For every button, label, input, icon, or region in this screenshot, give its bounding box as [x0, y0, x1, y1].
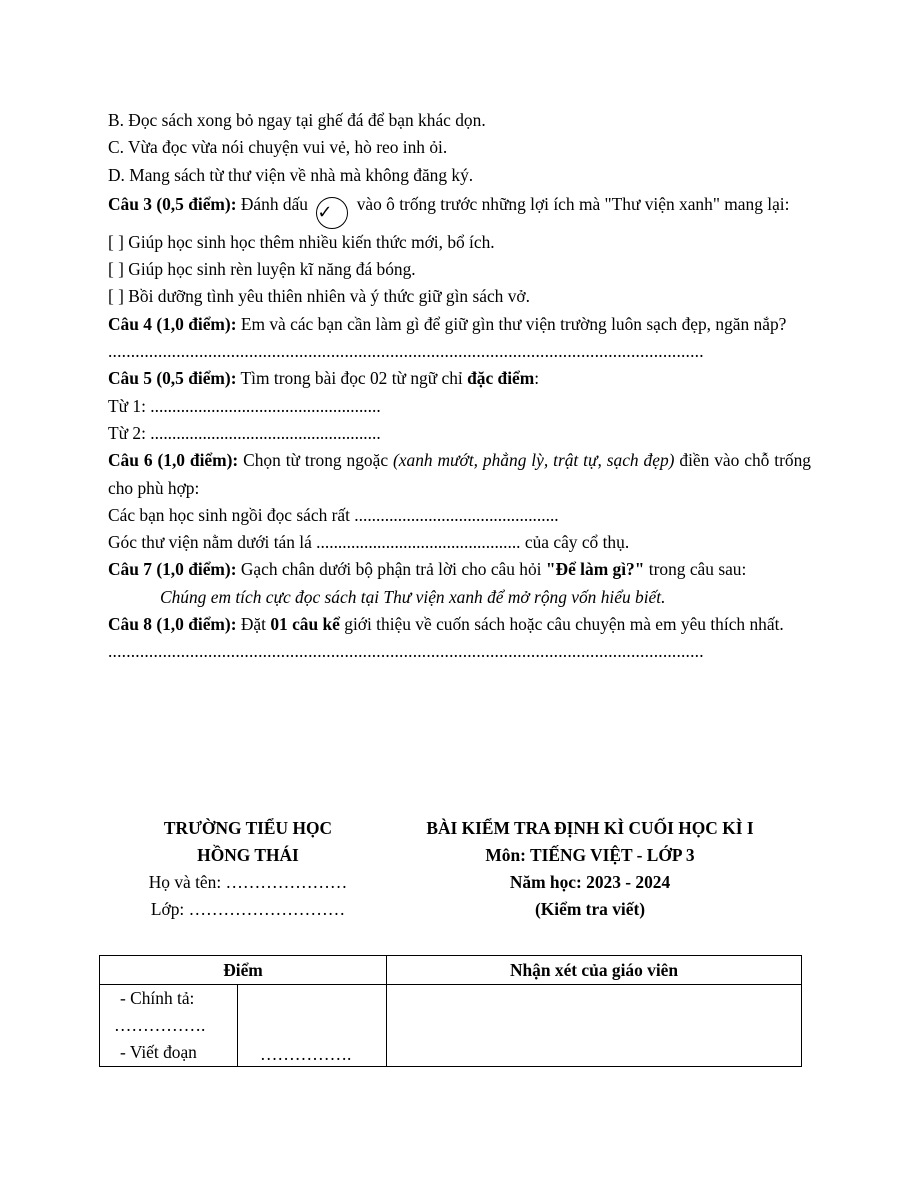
exam-part: (Kiểm tra viết) — [534, 899, 646, 919]
q6-sentence-2[interactable]: Góc thư viện nằm dưới tán lá ............................................... của cây cổ thụ. — [108, 532, 630, 553]
row-viet-doan-dots[interactable]: ……………. — [260, 1044, 352, 1064]
school-name-line2: HỒNG THÁI — [197, 845, 299, 865]
worksheet-body — [108, 107, 811, 666]
teacher-comment-cell[interactable] — [387, 985, 802, 1067]
school-info — [108, 815, 388, 923]
row-viet-doan: - Viết đoạn — [120, 1042, 197, 1062]
q6-prompt — [108, 447, 811, 502]
check-mark-icon: ✓ — [316, 197, 348, 229]
row-chinh-ta: - Chính tả: — [120, 988, 195, 1008]
q4-prompt — [108, 311, 811, 338]
q4-answer-line[interactable]: ................................................................................................................................... — [108, 341, 704, 362]
exam-header — [108, 815, 811, 927]
q7-sentence-text: Chúng em tích cực đọc sách tại Thư viện xanh để mở rộng vốn hiểu biết. — [160, 586, 666, 607]
q8-bold: 01 câu kể — [270, 614, 340, 635]
q6-text-b: điền vào chỗ trống cho phù hợp: — [108, 450, 811, 498]
q3-text-a: Đánh dấu — [240, 193, 308, 214]
q5-label: Câu 5 (0,5 điểm): — [108, 368, 237, 389]
q3-label: Câu 3 (0,5 điểm): — [108, 193, 237, 214]
q2-option-b: B. Đọc sách xong bỏ ngay tại ghế đá để bạn khác dọn. — [108, 110, 486, 130]
student-class-field[interactable]: Lớp: ……………………… — [150, 899, 346, 919]
student-name-field[interactable]: Họ và tên: ………………… — [148, 872, 348, 892]
q7-text-a: Gạch chân dưới bộ phận trả lời cho câu hỏi — [240, 559, 542, 580]
q7-question: "Để làm gì?" — [545, 559, 645, 580]
score-values[interactable] — [238, 985, 387, 1067]
exam-info — [370, 815, 810, 923]
q8-label: Câu 8 (1,0 điểm): — [108, 614, 237, 635]
exam-year: Năm học: 2023 - 2024 — [509, 872, 671, 892]
q4-text: Em và các bạn cần làm gì để giữ gìn thư viện trường luôn sạch đẹp, ngăn nắp? — [240, 313, 787, 334]
row-chinh-ta-dots[interactable]: ……………. — [114, 1015, 206, 1035]
score-header: Điểm — [100, 956, 387, 985]
q7-label: Câu 7 (1,0 điểm): — [108, 559, 237, 580]
score-categories — [100, 985, 238, 1067]
q5-word1[interactable]: Từ 1: ..................................................... — [108, 395, 381, 416]
q3-option-1: [ ] Giúp học sinh học thêm nhiều kiến thức mới, bổ ích. — [108, 231, 495, 252]
q7-sentence[interactable] — [108, 584, 811, 611]
q2-option-d: D. Mang sách từ thư viện về nhà mà không đăng ký. — [108, 164, 474, 185]
q3-prompt — [108, 187, 811, 229]
q8-text-b: giới thiệu về cuốn sách hoặc câu chuyện mà em yêu thích nhất. — [344, 614, 784, 635]
q5-word2[interactable]: Từ 2: ..................................................... — [108, 422, 381, 443]
q3-text-b: vào ô trống trước những lợi ích mà "Thư viện xanh" mang lại: — [356, 193, 790, 214]
q6-label: Câu 6 (1,0 điểm): — [108, 450, 239, 471]
score-table — [99, 955, 802, 1067]
q6-text-a: Chọn từ trong ngoặc — [243, 450, 389, 471]
q5-bold: đặc điểm — [467, 368, 535, 389]
q6-sentence-1[interactable]: Các bạn học sinh ngồi đọc sách rất ............................................... — [108, 504, 559, 525]
q8-prompt — [108, 611, 811, 638]
q5-end: : — [534, 368, 540, 389]
q5-prompt — [108, 365, 811, 392]
exam-subject: Môn: TIẾNG VIỆT - LỚP 3 — [485, 845, 695, 865]
q8-answer-line[interactable]: ................................................................................................................................... — [108, 641, 704, 662]
q3-option-2: [ ] Giúp học sinh rèn luyện kĩ năng đá bóng. — [108, 259, 416, 280]
q7-text-b: trong câu sau: — [648, 559, 747, 580]
q8-text-a: Đặt — [240, 614, 266, 635]
q6-options: (xanh mướt, phẳng lỳ, trật tự, sạch đẹp) — [392, 450, 675, 471]
q5-text: Tìm trong bài đọc 02 từ ngữ chỉ — [240, 368, 463, 389]
q3-option-3: [ ] Bồi dưỡng tình yêu thiên nhiên và ý thức giữ gìn sách vở. — [108, 286, 530, 307]
exam-title: BÀI KIỂM TRA ĐỊNH KÌ CUỐI HỌC KÌ I — [426, 818, 754, 838]
q2-option-c: C. Vừa đọc vừa nói chuyện vui vẻ, hò reo inh ỏi. — [108, 137, 448, 158]
q7-prompt — [108, 556, 811, 583]
q4-label: Câu 4 (1,0 điểm): — [108, 313, 237, 334]
school-name-line1: TRƯỜNG TIỂU HỌC — [163, 818, 333, 838]
teacher-comment-header: Nhận xét của giáo viên — [387, 956, 802, 985]
